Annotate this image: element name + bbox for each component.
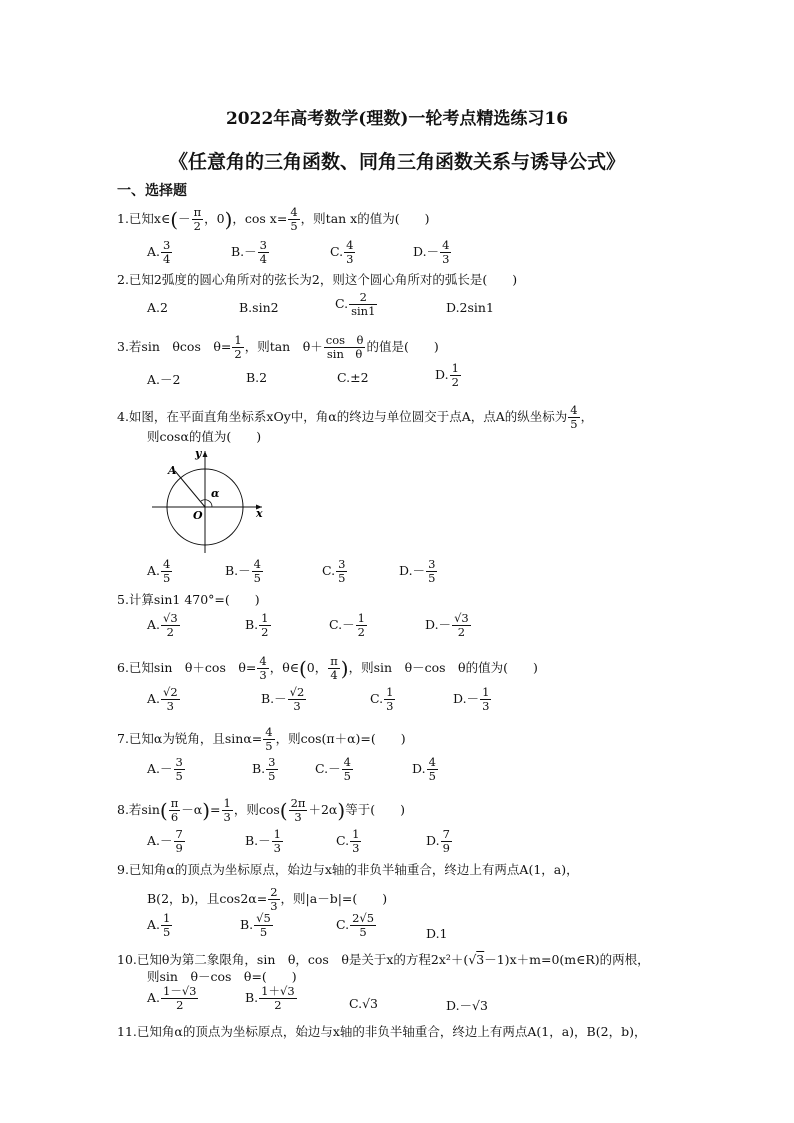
question-7: 7.已知α为锐角，且sinα= $\frac{4}{5}$ ，则cos(π＋α)=( ) — [117, 725, 406, 753]
q8-option-a[interactable]: A.－ $\frac{7}{9}$ — [147, 827, 183, 855]
question-10: 10.已知θ为第二象限角，sin θ，cos θ是关于x的方程2x²＋(√3－1)x＋m=0(m∈R)的两根， — [117, 952, 650, 967]
q5-option-c[interactable]: C.－ $\frac{1}{2}$ — [329, 611, 365, 639]
question-4-line-2: 则cosα的值为( ) — [147, 429, 262, 444]
q3-option-b[interactable]: B.2 — [246, 370, 268, 385]
q3-option-a[interactable]: A.－2 — [147, 372, 181, 387]
point-a-label: A — [168, 464, 177, 477]
angle-arc — [201, 500, 212, 507]
question-8: 8.若sin( $\frac{\pi}{6}$ －α)= $\frac{1}{3}$ ，则cos( $\frac{2\pi}{3}$ ＋2α)等于( ) — [117, 796, 405, 824]
unit-circle-figure — [148, 445, 266, 555]
q1-option-c[interactable]: C. $\frac{4}{3}$ — [330, 238, 354, 266]
q9-option-a[interactable]: A. $\frac{1}{5}$ — [147, 911, 171, 939]
question-9-line-2: B(2，b)，且cos2α= $\frac{2}{3}$ ，则|a－b|=( ) — [147, 885, 388, 913]
q9-option-c[interactable]: C. $\frac{2√5}{5}$ — [336, 911, 375, 939]
page-title: 2022年高考数学(理数)一轮考点精选练习16 — [225, 109, 569, 129]
q5-option-a[interactable]: A. $\frac{√3}{2}$ — [147, 611, 178, 639]
q8-option-c[interactable]: C. $\frac{1}{3}$ — [336, 827, 360, 855]
question-11: 11.已知角α的顶点为坐标原点，始边与x轴的非负半轴重合，终边上有两点A(1，a)，B(2，b)， — [117, 1024, 647, 1039]
q3-option-d[interactable]: D. $\frac{1}{2}$ — [435, 361, 459, 389]
terminal-side — [175, 471, 205, 507]
q5-option-d[interactable]: D.－ $\frac{√3}{2}$ — [425, 611, 469, 639]
q10-option-b[interactable]: B. $\frac{1+√3}{2}$ — [245, 984, 295, 1012]
y-label: y — [195, 447, 202, 460]
question-1: 1.已知x∈(－ $\frac{\pi}{2}$ ，0)，cos x= $\frac{4}{5}$ ，则tan x的值为( ) — [117, 205, 430, 233]
q10-option-a[interactable]: A. $\frac{1-√3}{2}$ — [147, 984, 197, 1012]
question-4: 4.如图，在平面直角坐标系xOy中，角α的终边与单位圆交于点A，点A的纵坐标为 $\frac{4}{5}$ ， — [117, 403, 594, 431]
q9-option-b[interactable]: B. $\frac{√5}{5}$ — [240, 911, 271, 939]
question-3: 3.若sin θcos θ= $\frac{1}{2}$ ，则tan θ＋ $\frac{\text{cos θ}}{\text{sin θ}}$ 的值是( ) — [117, 333, 439, 361]
q2-option-a[interactable]: A.2 — [147, 300, 168, 315]
q6-option-a[interactable]: A. $\frac{√2}{3}$ — [147, 685, 178, 713]
q7-option-c[interactable]: C.－ $\frac{4}{5}$ — [315, 755, 351, 783]
q4-option-c[interactable]: C. $\frac{3}{5}$ — [322, 557, 346, 585]
question-2: 2.已知2弧度的圆心角所对的弦长为2，则这个圆心角所对的弧长是( ) — [117, 272, 518, 287]
q7-option-a[interactable]: A.－ $\frac{3}{5}$ — [147, 755, 183, 783]
q6-option-d[interactable]: D.－ $\frac{1}{3}$ — [453, 685, 490, 713]
origin-label: O — [193, 509, 203, 522]
alpha-label: α — [211, 487, 220, 500]
q4-option-b[interactable]: B.－ $\frac{4}{5}$ — [225, 557, 261, 585]
q3-option-c[interactable]: C.±2 — [337, 370, 369, 385]
q7-option-b[interactable]: B. $\frac{3}{5}$ — [252, 755, 276, 783]
q9-option-d[interactable]: D.1 — [426, 926, 448, 941]
x-label: x — [256, 507, 263, 520]
q7-option-d[interactable]: D. $\frac{4}{5}$ — [412, 755, 436, 783]
q2-option-d[interactable]: D.2sin1 — [446, 300, 494, 315]
section-heading: 一、选择题 — [117, 183, 187, 199]
question-6: 6.已知sin θ＋cos θ= $\frac{4}{3}$ ，θ∈(0， $\frac{\pi}{4}$ )，则sin θ－cos θ的值为( ) — [117, 654, 538, 682]
question-10-line-2: 则sin θ－cos θ=( ) — [147, 969, 297, 984]
q4-option-d[interactable]: D.－ $\frac{3}{5}$ — [399, 557, 436, 585]
q2-option-c[interactable]: C. $\frac{2}{\sin 1}$ — [335, 290, 376, 318]
q10-option-d[interactable]: D.－√3 — [446, 998, 488, 1013]
q8-option-d[interactable]: D. $\frac{7}{9}$ — [426, 827, 450, 855]
q8-option-b[interactable]: B.－ $\frac{1}{3}$ — [245, 827, 281, 855]
question-5: 5.计算sin1 470°=( ) — [117, 592, 260, 607]
q6-option-c[interactable]: C. $\frac{1}{3}$ — [370, 685, 394, 713]
q4-option-a[interactable]: A. $\frac{4}{5}$ — [147, 557, 171, 585]
q5-option-b[interactable]: B. $\frac{1}{2}$ — [245, 611, 269, 639]
q2-option-b[interactable]: B.sin2 — [239, 300, 279, 315]
q10-option-c[interactable]: C.√3 — [349, 996, 379, 1011]
q6-option-b[interactable]: B.－ $\frac{√2}{3}$ — [261, 685, 305, 713]
q1-option-d[interactable]: D.－ $\frac{4}{3}$ — [413, 238, 450, 266]
page-subtitle: 《任意角的三角函数、同角三角函数关系与诱导公式》 — [168, 151, 625, 173]
y-axis-arrow — [203, 451, 208, 457]
q1-option-a[interactable]: A. $\frac{3}{4}$ — [147, 238, 171, 266]
q1-option-b[interactable]: B.－ $\frac{3}{4}$ — [231, 238, 267, 266]
question-9: 9.已知角α的顶点为坐标原点，始边与x轴的非负半轴重合，终边上有两点A(1，a)， — [117, 862, 579, 877]
